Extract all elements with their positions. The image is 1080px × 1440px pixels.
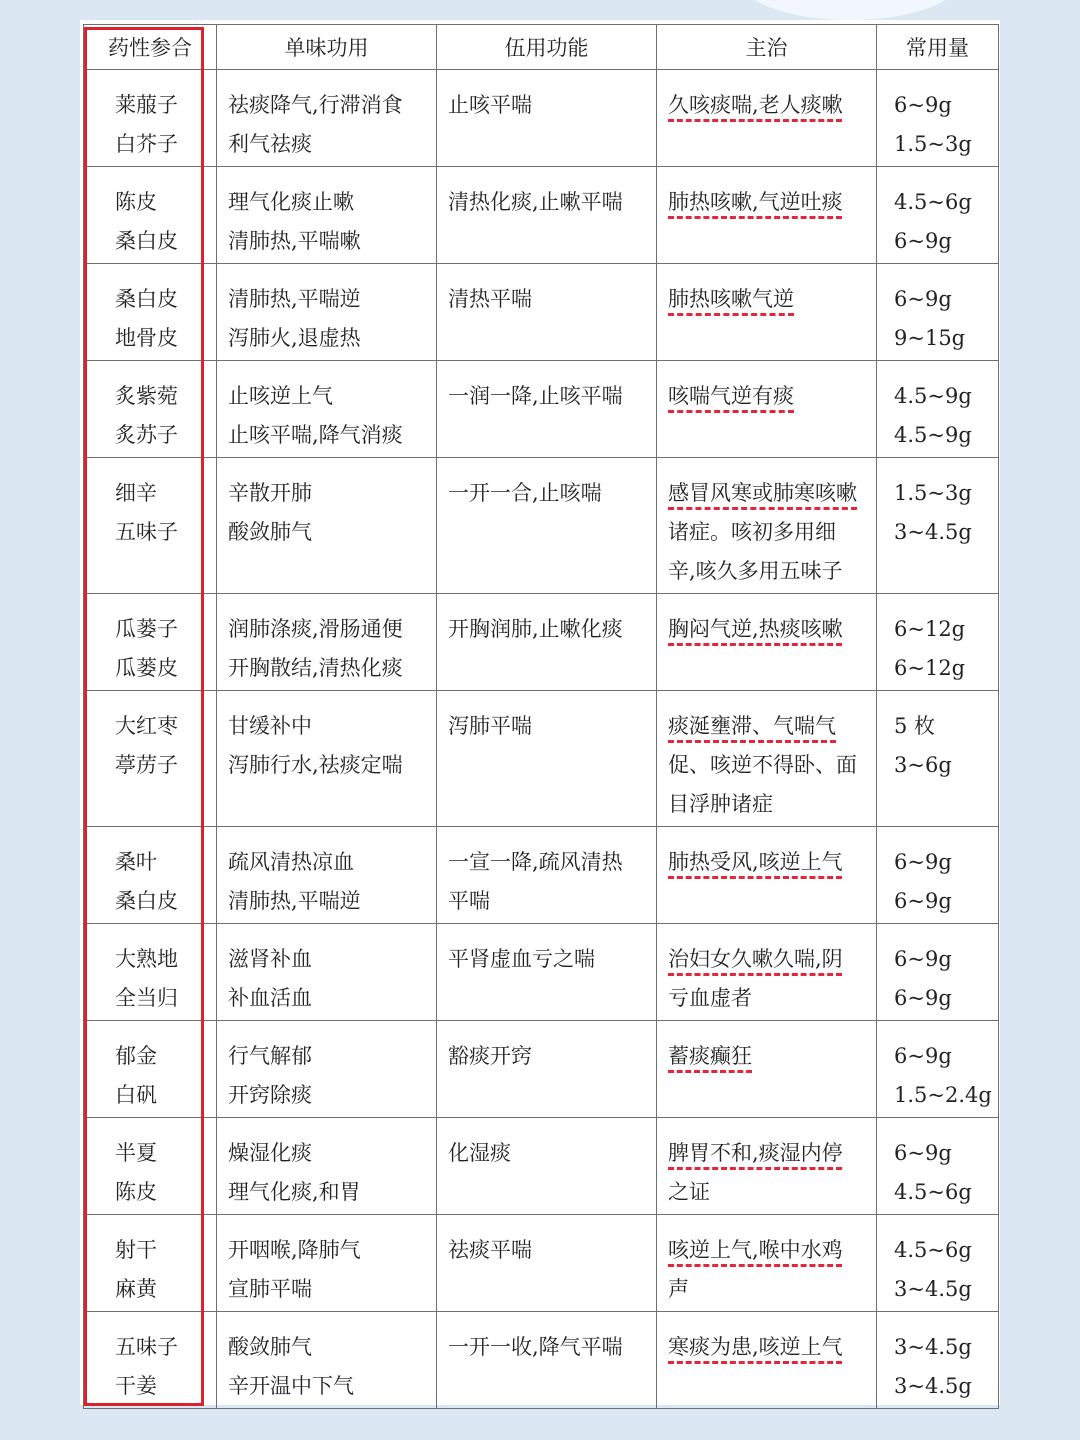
cell-pair-line: 射干 — [115, 1238, 157, 1262]
cell-indications-line: 脾胃不和,痰湿内停 — [668, 1141, 843, 1165]
cell-combined-function-line: 一开一收,降气平喘 — [448, 1335, 623, 1359]
cell-single-function-line: 酸敛肺气 — [228, 520, 312, 544]
cell-single-function-line: 宣肺平喘 — [228, 1277, 312, 1301]
cell-dosage-line: 9~15g — [894, 326, 966, 350]
cell-combined-function-line: 一开一合,止咳喘 — [448, 481, 602, 505]
cell-indications — [657, 70, 877, 167]
cell-single-function-line: 开咽喉,降肺气 — [228, 1238, 361, 1262]
header-pair: 药性参合 — [84, 25, 217, 70]
cell-single-function — [217, 70, 437, 167]
cell-pair-line: 细辛 — [115, 481, 157, 505]
cell-pair-line: 瓜蒌皮 — [115, 656, 178, 680]
cell-indications — [657, 264, 877, 361]
cell-combined-function-line: 泻肺平喘 — [448, 714, 532, 738]
cell-single-function-line: 燥湿化痰 — [228, 1141, 312, 1165]
cell-single-function-line: 清肺热,平喘逆 — [228, 889, 361, 913]
cell-dosage — [877, 1021, 999, 1118]
cell-pair — [84, 827, 217, 924]
cell-single-function-line: 泻肺火,退虚热 — [228, 326, 361, 350]
cell-single-function — [217, 458, 437, 594]
table-row — [84, 1215, 999, 1312]
cell-single-function — [217, 167, 437, 264]
table-row — [84, 1312, 999, 1409]
cell-dosage-line: 4.5~6g — [894, 190, 972, 214]
cell-pair-line: 瓜蒌子 — [115, 617, 178, 641]
cell-single-function-line: 疏风清热凉血 — [228, 850, 354, 874]
cell-single-function-line: 止咳平喘,降气消痰 — [228, 423, 403, 447]
cell-dosage-line: 3~4.5g — [894, 520, 972, 544]
cell-pair-line: 桑叶 — [115, 850, 157, 874]
cell-combined-function-line: 豁痰开窍 — [448, 1044, 532, 1068]
cell-indications-line: 感冒风寒或肺寒咳嗽 — [668, 481, 857, 505]
cell-combined-function-line: 一宣一降,疏风清热 — [448, 850, 623, 874]
cell-pair-line: 炙紫菀 — [115, 384, 178, 408]
cell-indications-line: 咳逆上气,喉中水鸡 — [668, 1238, 843, 1262]
cell-pair-line: 全当归 — [115, 986, 178, 1010]
cell-dosage — [877, 70, 999, 167]
cell-combined-function-line: 平肾虚血亏之喘 — [448, 947, 595, 971]
table-row — [84, 691, 999, 827]
background-glow — [740, 0, 960, 20]
cell-indications-line: 痰涎壅滞、气喘气 — [668, 714, 836, 738]
cell-pair-line: 莱菔子 — [115, 93, 178, 117]
cell-pair — [84, 264, 217, 361]
cell-pair-line: 干姜 — [115, 1374, 157, 1398]
cell-pair — [84, 1312, 217, 1409]
cell-dosage — [877, 361, 999, 458]
cell-single-function — [217, 1215, 437, 1312]
cell-indications — [657, 1118, 877, 1215]
cell-indications-line: 久咳痰喘,老人痰嗽 — [668, 93, 843, 117]
cell-combined-function-line: 化湿痰 — [448, 1141, 511, 1165]
cell-dosage-line: 6~9g — [894, 1141, 952, 1165]
header-single-function: 单味功用 — [217, 25, 437, 70]
cell-pair-line: 葶苈子 — [115, 753, 178, 777]
cell-single-function-line: 泻肺行水,祛痰定喘 — [228, 753, 403, 777]
cell-dosage — [877, 1118, 999, 1215]
cell-single-function-line: 润肺涤痰,滑肠通便 — [228, 617, 403, 641]
cell-combined-function — [437, 167, 657, 264]
cell-single-function-line: 补血活血 — [228, 986, 312, 1010]
cell-combined-function-line: 止咳平喘 — [448, 93, 532, 117]
cell-pair — [84, 594, 217, 691]
cell-combined-function — [437, 70, 657, 167]
cell-dosage — [877, 827, 999, 924]
cell-pair-line: 陈皮 — [115, 1180, 157, 1204]
cell-dosage-line: 6~9g — [894, 229, 952, 253]
cell-combined-function-line: 平喘 — [448, 889, 490, 913]
cell-combined-function — [437, 1118, 657, 1215]
cell-dosage-line: 4.5~6g — [894, 1180, 972, 1204]
cell-single-function — [217, 594, 437, 691]
cell-pair-line: 桑白皮 — [115, 889, 178, 913]
cell-combined-function — [437, 1021, 657, 1118]
cell-pair — [84, 1118, 217, 1215]
cell-indications — [657, 1021, 877, 1118]
cell-single-function-line: 开窍除痰 — [228, 1083, 312, 1107]
cell-combined-function — [437, 1312, 657, 1409]
table-row — [84, 1118, 999, 1215]
cell-indications-line: 肺热咳嗽,气逆吐痰 — [668, 190, 843, 214]
cell-indications-line: 蓄痰癫狂 — [668, 1044, 752, 1068]
cell-indications-line: 肺热受风,咳逆上气 — [668, 850, 843, 874]
cell-combined-function-line: 清热化痰,止嗽平喘 — [448, 190, 623, 214]
cell-pair — [84, 691, 217, 827]
cell-pair — [84, 1021, 217, 1118]
cell-pair-line: 陈皮 — [115, 190, 157, 214]
cell-single-function-line: 酸敛肺气 — [228, 1335, 312, 1359]
cell-dosage-line: 1.5~2.4g — [894, 1083, 992, 1107]
cell-single-function-line: 辛散开肺 — [228, 481, 312, 505]
cell-pair-line: 五味子 — [115, 520, 178, 544]
cell-pair-line: 五味子 — [115, 1335, 178, 1359]
cell-combined-function — [437, 827, 657, 924]
cell-combined-function — [437, 691, 657, 827]
table-body — [84, 70, 999, 1409]
cell-combined-function-line: 祛痰平喘 — [448, 1238, 532, 1262]
cell-dosage — [877, 1312, 999, 1409]
cell-single-function-line: 理气化痰,和胃 — [228, 1180, 361, 1204]
cell-pair-line: 半夏 — [115, 1141, 157, 1165]
cell-pair-line: 麻黄 — [115, 1277, 157, 1301]
cell-dosage-line: 3~4.5g — [894, 1277, 972, 1301]
table-row — [84, 458, 999, 594]
cell-pair — [84, 924, 217, 1021]
table-row — [84, 924, 999, 1021]
cell-pair — [84, 361, 217, 458]
cell-combined-function-line: 清热平喘 — [448, 287, 532, 311]
cell-single-function — [217, 827, 437, 924]
cell-dosage-line: 6~9g — [894, 947, 952, 971]
cell-single-function-line: 辛开温中下气 — [228, 1374, 354, 1398]
cell-pair-line: 白矾 — [115, 1083, 157, 1107]
cell-dosage — [877, 1215, 999, 1312]
cell-indications-line: 之证 — [668, 1180, 710, 1204]
cell-indications — [657, 827, 877, 924]
cell-pair — [84, 167, 217, 264]
cell-combined-function-line: 一润一降,止咳平喘 — [448, 384, 623, 408]
cell-indications-line: 亏血虚者 — [668, 986, 752, 1010]
cell-indications-line: 促、咳逆不得卧、面 — [668, 753, 857, 777]
cell-dosage-line: 3~4.5g — [894, 1374, 972, 1398]
cell-combined-function — [437, 594, 657, 691]
table-header-row — [84, 25, 999, 70]
cell-indications — [657, 1312, 877, 1409]
cell-single-function-line: 利气祛痰 — [228, 132, 312, 156]
cell-single-function-line: 行气解郁 — [228, 1044, 312, 1068]
header-dosage: 常用量 — [877, 25, 999, 70]
cell-dosage-line: 6~9g — [894, 1044, 952, 1068]
cell-combined-function — [437, 924, 657, 1021]
cell-dosage-line: 6~12g — [894, 617, 966, 641]
cell-dosage-line: 6~9g — [894, 889, 952, 913]
table-row — [84, 70, 999, 167]
table-row — [84, 361, 999, 458]
cell-indications — [657, 167, 877, 264]
cell-dosage-line: 3~4.5g — [894, 1335, 972, 1359]
cell-pair-line: 白芥子 — [115, 132, 178, 156]
cell-single-function-line: 祛痰降气,行滞消食 — [228, 93, 403, 117]
cell-indications-line: 寒痰为患,咳逆上气 — [668, 1335, 843, 1359]
cell-dosage — [877, 167, 999, 264]
cell-combined-function — [437, 361, 657, 458]
cell-combined-function — [437, 1215, 657, 1312]
cell-indications — [657, 361, 877, 458]
cell-pair-line: 大熟地 — [115, 947, 178, 971]
cell-dosage-line: 1.5~3g — [894, 132, 972, 156]
cell-combined-function — [437, 264, 657, 361]
cell-single-function — [217, 361, 437, 458]
cell-dosage — [877, 924, 999, 1021]
cell-dosage — [877, 264, 999, 361]
cell-dosage-line: 6~9g — [894, 986, 952, 1010]
cell-single-function — [217, 1312, 437, 1409]
cell-pair-line: 郁金 — [115, 1044, 157, 1068]
cell-pair-line: 大红枣 — [115, 714, 178, 738]
cell-indications — [657, 691, 877, 827]
cell-indications-line: 胸闷气逆,热痰咳嗽 — [668, 617, 843, 641]
cell-indications-line: 辛,咳久多用五味子 — [668, 559, 843, 583]
cell-dosage-line: 4.5~9g — [894, 384, 972, 408]
cell-indications-line: 咳喘气逆有痰 — [668, 384, 794, 408]
cell-indications-line: 治妇女久嗽久喘,阴 — [668, 947, 843, 971]
cell-dosage-line: 4.5~9g — [894, 423, 972, 447]
cell-dosage-line: 1.5~3g — [894, 481, 972, 505]
cell-combined-function — [437, 458, 657, 594]
herb-pair-table — [83, 24, 999, 1409]
cell-pair-line: 炙苏子 — [115, 423, 178, 447]
cell-single-function-line: 甘缓补中 — [228, 714, 312, 738]
cell-dosage-line: 5 枚 — [894, 714, 936, 738]
cell-dosage-line: 4.5~6g — [894, 1238, 972, 1262]
cell-single-function — [217, 1118, 437, 1215]
cell-pair-line: 地骨皮 — [115, 326, 178, 350]
cell-dosage-line: 6~9g — [894, 850, 952, 874]
cell-indications-line: 肺热咳嗽气逆 — [668, 287, 794, 311]
cell-indications — [657, 458, 877, 594]
cell-dosage-line: 3~6g — [894, 753, 952, 777]
cell-dosage-line: 6~9g — [894, 93, 952, 117]
cell-dosage-line: 6~12g — [894, 656, 966, 680]
table-row — [84, 827, 999, 924]
cell-indications-line: 声 — [668, 1277, 689, 1301]
header-combined-function: 伍用功能 — [437, 25, 657, 70]
cell-indications — [657, 924, 877, 1021]
cell-indications — [657, 594, 877, 691]
cell-indications-line: 诸症。咳初多用细 — [668, 520, 836, 544]
cell-single-function-line: 理气化痰止嗽 — [228, 190, 354, 214]
table-row — [84, 594, 999, 691]
cell-single-function — [217, 264, 437, 361]
table-row — [84, 167, 999, 264]
cell-single-function-line: 开胸散结,清热化痰 — [228, 656, 403, 680]
cell-dosage-line: 6~9g — [894, 287, 952, 311]
cell-single-function-line: 止咳逆上气 — [228, 384, 333, 408]
cell-single-function-line: 清肺热,平喘嗽 — [228, 229, 361, 253]
cell-dosage — [877, 691, 999, 827]
header-indications: 主治 — [657, 25, 877, 70]
cell-dosage — [877, 458, 999, 594]
cell-pair-line: 桑白皮 — [115, 287, 178, 311]
table-row — [84, 264, 999, 361]
cell-single-function-line: 清肺热,平喘逆 — [228, 287, 361, 311]
cell-single-function — [217, 1021, 437, 1118]
cell-pair-line: 桑白皮 — [115, 229, 178, 253]
cell-pair — [84, 458, 217, 594]
cell-pair — [84, 70, 217, 167]
cell-indications — [657, 1215, 877, 1312]
cell-dosage — [877, 594, 999, 691]
cell-pair — [84, 1215, 217, 1312]
cell-single-function — [217, 691, 437, 827]
cell-single-function-line: 滋肾补血 — [228, 947, 312, 971]
cell-combined-function-line: 开胸润肺,止嗽化痰 — [448, 617, 623, 641]
cell-indications-line: 目浮肿诸症 — [668, 792, 773, 816]
table-row — [84, 1021, 999, 1118]
cell-single-function — [217, 924, 437, 1021]
